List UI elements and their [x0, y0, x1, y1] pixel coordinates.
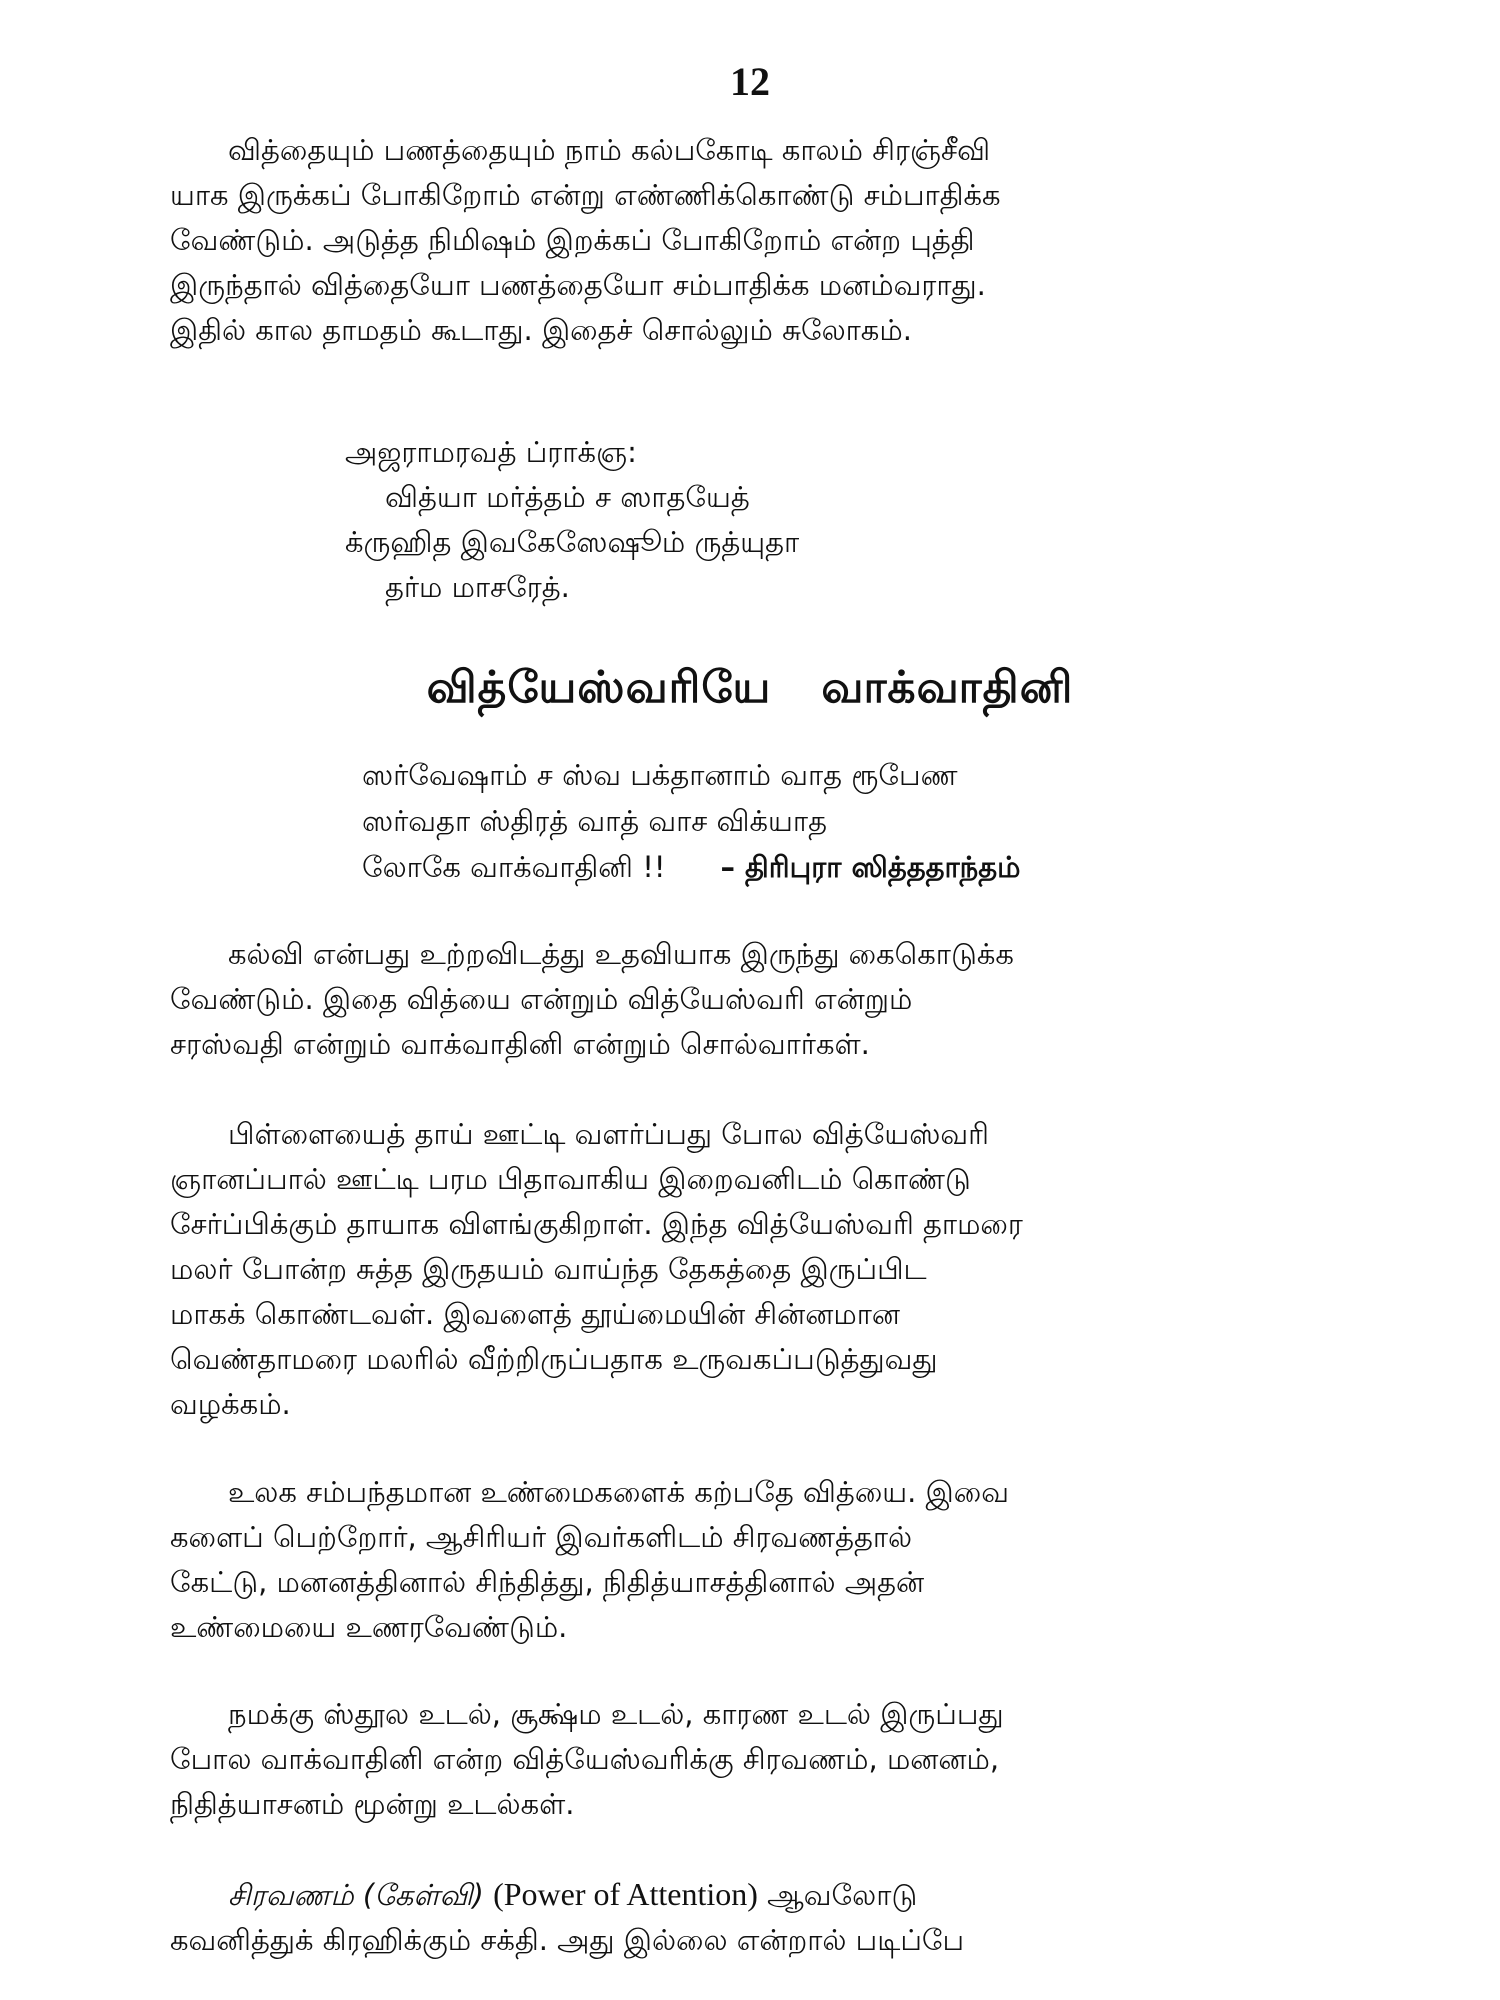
text-line: கேட்டு, மனனத்தினால் சிந்தித்து, நிதித்யாசத்தினால் அதன்: [170, 1565, 925, 1599]
text-line: வெண்தாமரை மலரில் வீற்றிருப்பதாக உருவகப்படுத்துவது: [170, 1342, 938, 1376]
verse-line: க்ருஹித இவகேஸேஷூம் ருத்யுதா: [345, 525, 800, 559]
paragraph-ulaga: [170, 1470, 1330, 1650]
text-line: பிள்ளையைத் தாய் ஊட்டி வளர்ப்பது போல வித்யேஸ்வரி: [228, 1117, 989, 1151]
text-line: [170, 1872, 1330, 1918]
paragraph-kalvi: [170, 932, 1330, 1067]
text-line: யாக இருக்கப் போகிறோம் என்று எண்ணிக்கொண்டு சம்பாதிக்க: [170, 178, 1001, 212]
sloka-verse: [345, 430, 799, 610]
intro-paragraph: [170, 128, 1330, 353]
page-number: 12: [730, 59, 770, 104]
paragraph-sravanam: [170, 1872, 1330, 1963]
text-line: வழக்கம்.: [170, 1387, 291, 1421]
text-line: நிதித்யாசனம் மூன்று உடல்கள்.: [170, 1787, 575, 1821]
quote-line: [362, 844, 1332, 890]
text-line: ஞானப்பால் ஊட்டி பரம பிதாவாகிய இறைவனிடம் கொண்டு: [170, 1162, 971, 1196]
quote-line: ஸர்வேஷாம் ச ஸ்வ பக்தானாம் வாத ரூபேண: [362, 758, 958, 792]
text-line: இதில் கால தாமதம் கூடாது. இதைச் சொல்லும் சுலோகம்.: [170, 313, 912, 347]
english-term: (Power of Attention): [493, 1876, 758, 1912]
italic-term: சிரவணம் (கேள்வி): [228, 1878, 484, 1912]
paragraph-pillai: [170, 1112, 1330, 1427]
text-line: வேண்டும். இதை வித்யை என்றும் வித்யேஸ்வரி என்றும்: [170, 982, 913, 1016]
text-line: உண்மையை உணரவேண்டும்.: [170, 1610, 568, 1644]
quote-block: [362, 752, 1332, 890]
verse-line: அஜராமரவத் ப்ராக்ஞ:: [345, 435, 637, 469]
text-line: கவனித்துக் கிரஹிக்கும் சக்தி. அது இல்லை என்றால் படிப்பே: [170, 1923, 965, 1957]
text-line: போல வாக்வாதினி என்ற வித்யேஸ்வரிக்கு சிரவணம், மனனம்,: [170, 1742, 1000, 1776]
text-line: நமக்கு ஸ்தூல உடல், சூக்ஷ்ம உடல், காரண உடல் இருப்பது: [228, 1697, 1004, 1731]
text-fragment: ஆவலோடு: [767, 1878, 918, 1912]
heading-word: வித்யேஸ்வரியே: [426, 662, 772, 713]
text-line: மாகக் கொண்டவள். இவளைத் தூய்மையின் சின்னமான: [170, 1297, 900, 1331]
paragraph-namakku: [170, 1692, 1330, 1827]
verse-line: வித்யா மர்த்தம் ச ஸாதயேத்: [385, 480, 750, 514]
section-heading: [0, 662, 1500, 719]
text-line: உலக சம்பந்தமான உண்மைகளைக் கற்பதே வித்யை. இவை: [228, 1475, 1009, 1509]
verse-line: தர்ம மாசரேத்.: [385, 570, 570, 604]
quote-line: ஸர்வதா ஸ்திரத் வாத் வாச விக்யாத: [362, 804, 827, 838]
text-line: சேர்ப்பிக்கும் தாயாக விளங்குகிறாள். இந்த வித்யேஸ்வரி தாமரை: [170, 1207, 1023, 1241]
text-line: கல்வி என்பது உற்றவிடத்து உதவியாக இருந்து கைகொடுக்க: [228, 937, 1014, 971]
quote-text: லோகே வாக்வாதினி !!: [362, 850, 666, 884]
text-line: களைப் பெற்றோர், ஆசிரியர் இவர்களிடம் சிரவணத்தால்: [170, 1520, 913, 1554]
text-line: இருந்தால் வித்தையோ பணத்தையோ சம்பாதிக்க மனம்வராது.: [170, 268, 986, 302]
text-line: சரஸ்வதி என்றும் வாக்வாதினி என்றும் சொல்வார்கள்.: [170, 1027, 870, 1061]
text-line: வித்தையும் பணத்தையும் நாம் கல்பகோடி காலம் சிரஞ்சீவி: [228, 133, 991, 167]
text-line: மலர் போன்ற சுத்த இருதயம் வாய்ந்த தேகத்தை இருப்பிட: [170, 1252, 927, 1286]
heading-word: வாக்வாதினி: [821, 662, 1074, 713]
text-line: வேண்டும். அடுத்த நிமிஷம் இறக்கப் போகிறோம் என்ற புத்தி: [170, 223, 975, 257]
quote-attribution: – திரிபுரா ஸித்ததாந்தம்: [720, 850, 1021, 884]
